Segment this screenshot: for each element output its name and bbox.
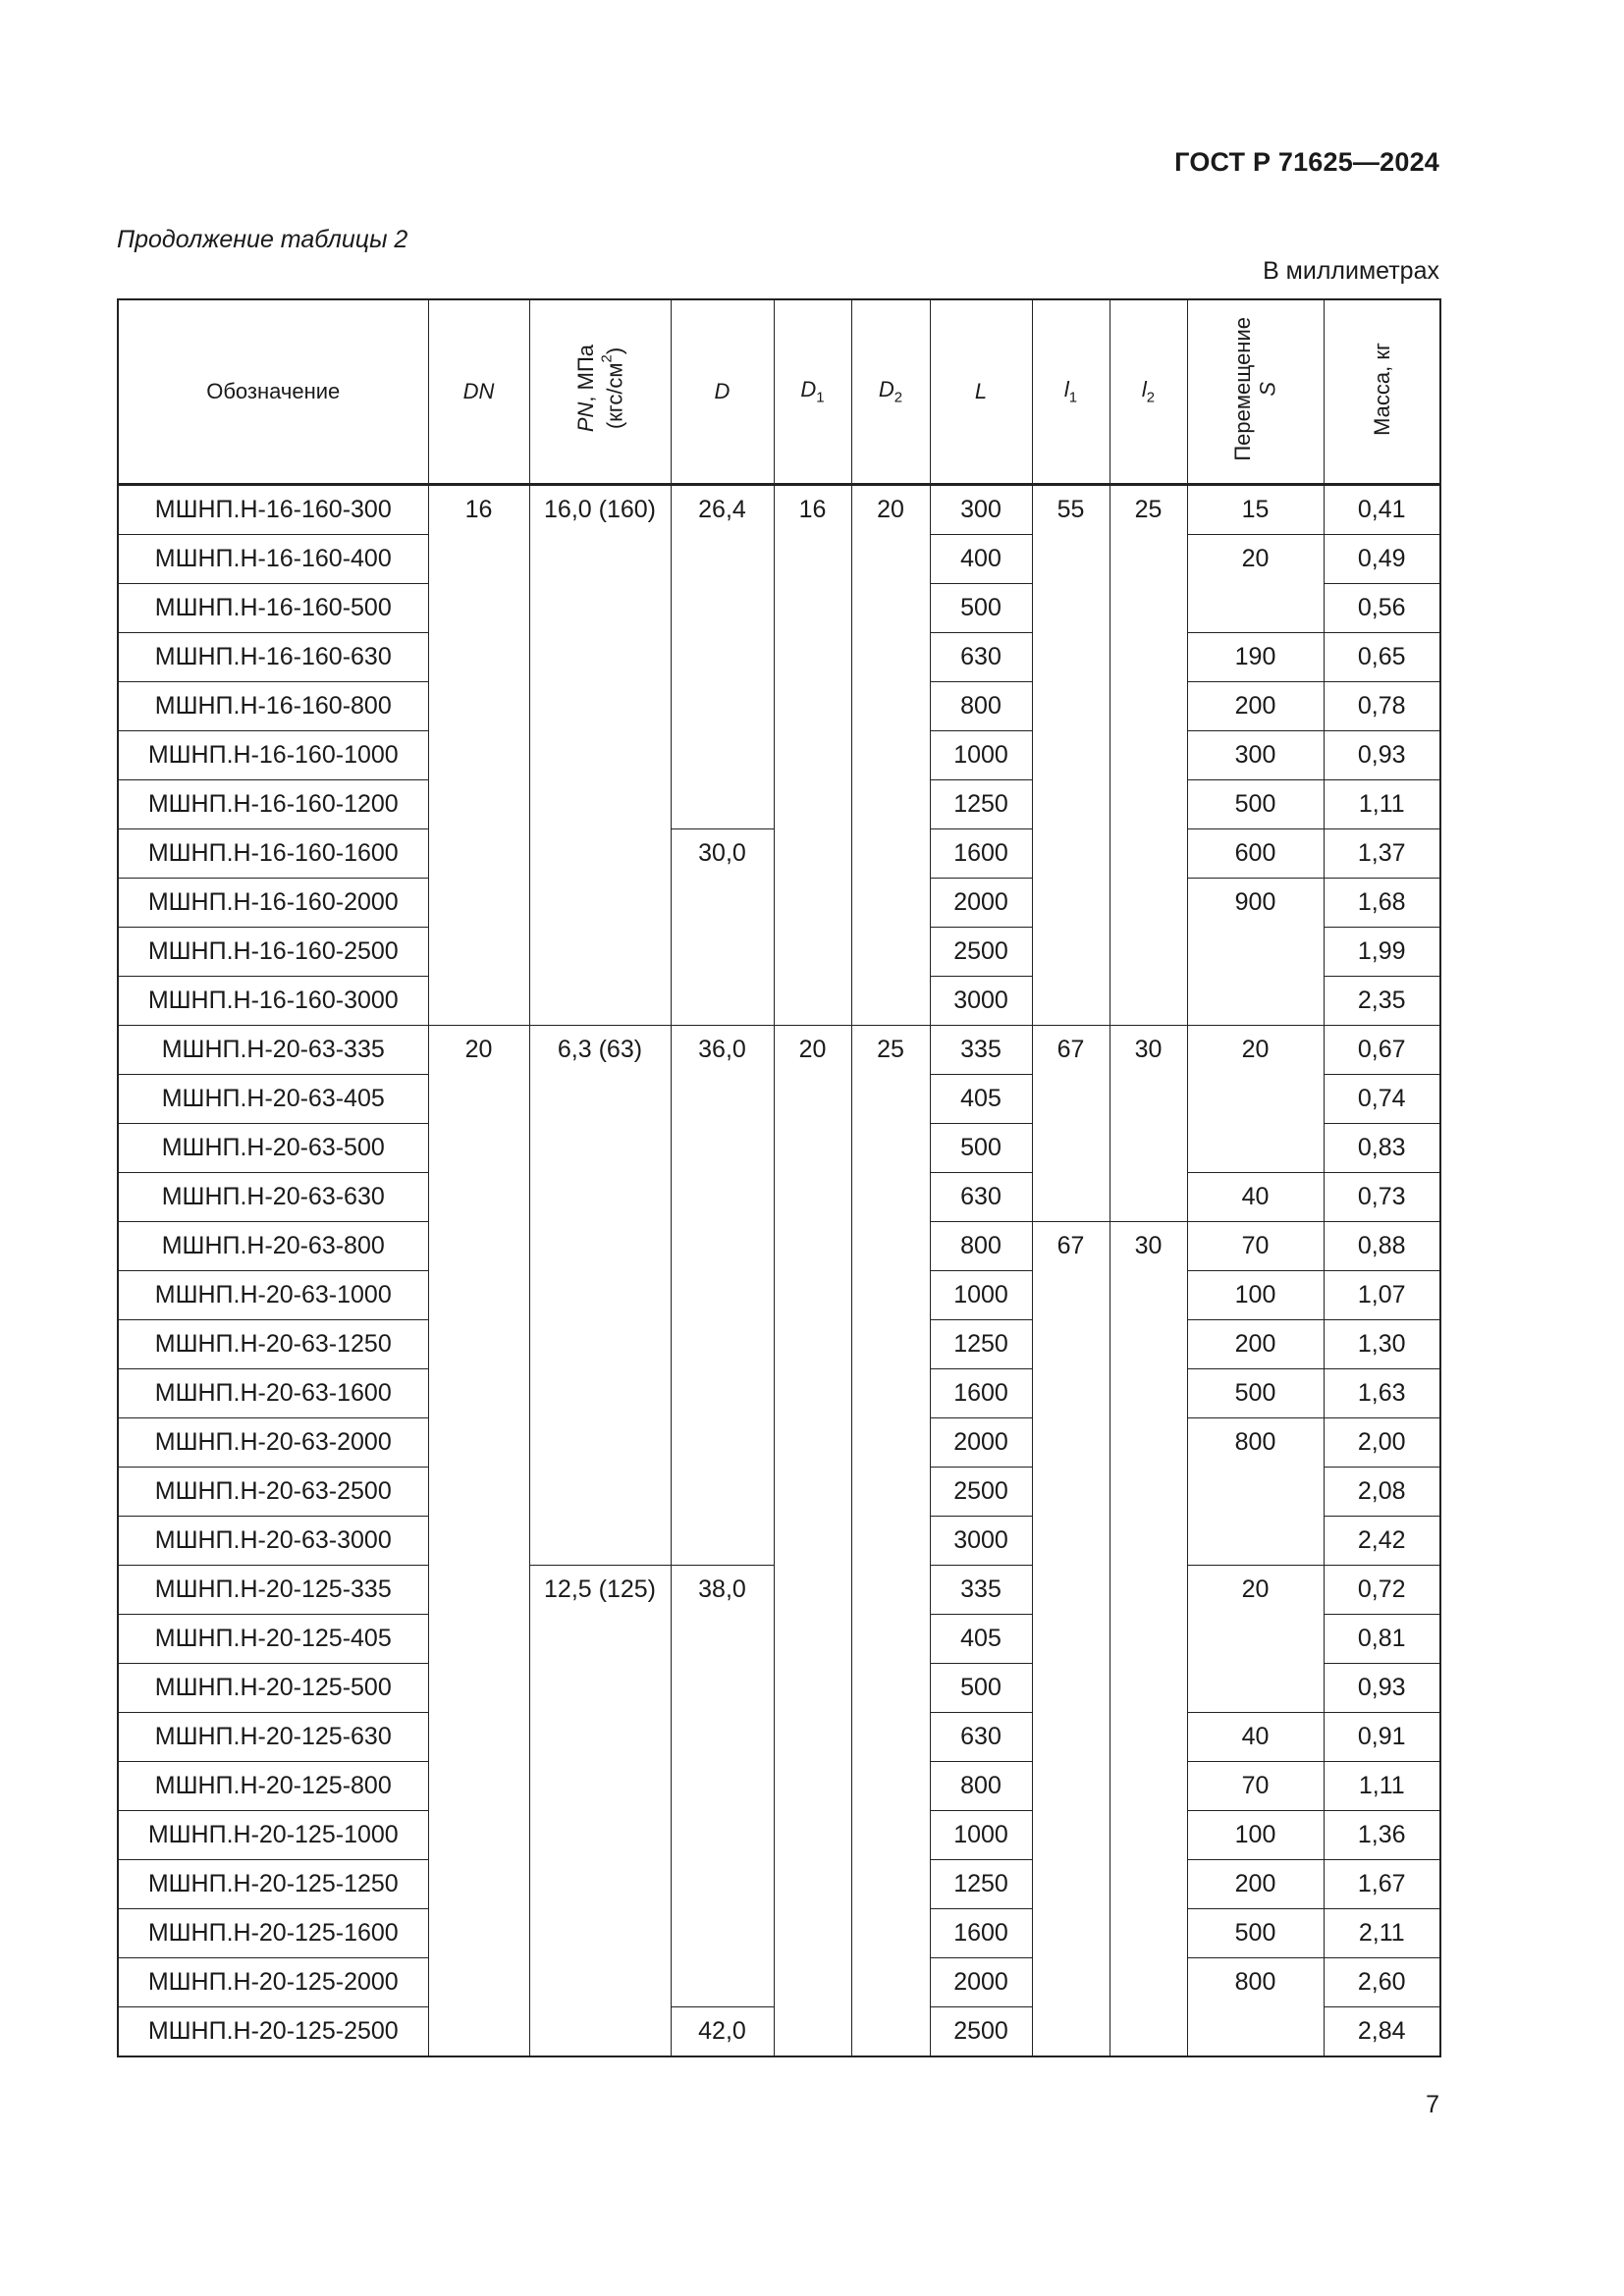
cell-S: 70 [1187, 1762, 1324, 1811]
cell-S: 500 [1187, 1909, 1324, 1958]
cell-L: 1250 [930, 1860, 1032, 1909]
cell-S: 15 [1187, 485, 1324, 535]
cell-l1: 55 [1032, 485, 1110, 1026]
cell-designation: МШНП.Н-16-160-630 [118, 633, 428, 682]
cell-d1: 16 [774, 485, 851, 1026]
cell-dn: 16 [428, 485, 529, 1026]
cell-L: 1000 [930, 1811, 1032, 1860]
cell-l2: 30 [1110, 1026, 1187, 1222]
header-l1 [1032, 299, 1110, 485]
cell-mass: 0,65 [1324, 633, 1440, 682]
cell-designation: МШНП.Н-20-63-2000 [118, 1418, 428, 1468]
cell-L: 500 [930, 1124, 1032, 1173]
cell-mass: 1,36 [1324, 1811, 1440, 1860]
header-l1-base: l [1063, 377, 1069, 402]
cell-L: 300 [930, 485, 1032, 535]
cell-mass: 0,72 [1324, 1566, 1440, 1615]
cell-designation: МШНП.Н-20-63-2500 [118, 1468, 428, 1517]
cell-d2: 25 [851, 1026, 930, 2057]
cell-l2: 25 [1110, 485, 1187, 1026]
cell-L: 2000 [930, 1958, 1032, 2007]
header-l2 [1110, 299, 1187, 485]
cell-mass: 2,84 [1324, 2007, 1440, 2057]
header-d: D [671, 299, 774, 485]
header-d2-sub: 2 [893, 389, 903, 406]
cell-designation: МШНП.Н-16-160-1200 [118, 780, 428, 829]
header-s-letter: S [1255, 381, 1280, 397]
cell-designation: МШНП.Н-16-160-1000 [118, 731, 428, 780]
page-number: 7 [1426, 2091, 1439, 2118]
cell-designation: МШНП.Н-20-125-2000 [118, 1958, 428, 2007]
cell-L: 2000 [930, 879, 1032, 928]
cell-L: 1250 [930, 1320, 1032, 1369]
cell-designation: МШНП.Н-16-160-2000 [118, 879, 428, 928]
cell-mass: 0,78 [1324, 682, 1440, 731]
cell-d: 42,0 [671, 2007, 774, 2057]
cell-mass: 0,81 [1324, 1615, 1440, 1664]
cell-L: 1000 [930, 1271, 1032, 1320]
cell-S: 800 [1187, 1418, 1324, 1566]
cell-L: 500 [930, 1664, 1032, 1713]
cell-L: 1250 [930, 780, 1032, 829]
header-l1-sub: 1 [1068, 389, 1078, 406]
cell-L: 2500 [930, 928, 1032, 977]
cell-designation: МШНП.Н-20-63-1000 [118, 1271, 428, 1320]
cell-pn: 12,5 (125) [529, 1566, 671, 2057]
header-l2-base: l [1141, 377, 1147, 402]
cell-L: 3000 [930, 977, 1032, 1026]
cell-L: 335 [930, 1566, 1032, 1615]
cell-L: 1000 [930, 731, 1032, 780]
cell-mass: 1,68 [1324, 879, 1440, 928]
cell-S: 20 [1187, 1026, 1324, 1173]
cell-S: 100 [1187, 1811, 1324, 1860]
cell-S: 40 [1187, 1713, 1324, 1762]
header-pn-sub-a: (кгс/см [602, 362, 627, 430]
cell-S: 100 [1187, 1271, 1324, 1320]
units-note: В миллиметрах [1263, 257, 1439, 285]
cell-S: 20 [1187, 535, 1324, 633]
cell-designation: МШНП.Н-20-125-1600 [118, 1909, 428, 1958]
cell-L: 800 [930, 1222, 1032, 1271]
cell-mass: 0,93 [1324, 1664, 1440, 1713]
cell-S: 900 [1187, 879, 1324, 1026]
cell-L: 500 [930, 584, 1032, 633]
document-code: ГОСТ Р 71625—2024 [1174, 147, 1439, 177]
cell-mass: 0,73 [1324, 1173, 1440, 1222]
header-pn-main: PN [572, 402, 598, 433]
header-dn: DN [428, 299, 529, 485]
cell-d: 38,0 [671, 1566, 774, 2007]
cell-designation: МШНП.Н-16-160-1600 [118, 829, 428, 879]
cell-mass: 2,60 [1324, 1958, 1440, 2007]
header-s [1187, 299, 1324, 485]
header-row [118, 299, 1440, 485]
header-pn [529, 299, 671, 485]
cell-mass: 1,07 [1324, 1271, 1440, 1320]
cell-mass: 1,67 [1324, 1860, 1440, 1909]
cell-S: 800 [1187, 1958, 1324, 2057]
cell-mass: 1,37 [1324, 829, 1440, 879]
cell-L: 405 [930, 1075, 1032, 1124]
cell-S: 300 [1187, 731, 1324, 780]
cell-l1: 67 [1032, 1222, 1110, 2057]
cell-S: 500 [1187, 780, 1324, 829]
cell-d1: 20 [774, 1026, 851, 2057]
header-l2-sub: 2 [1146, 389, 1156, 406]
header-d2-base: D [878, 377, 894, 402]
cell-L: 1600 [930, 1909, 1032, 1958]
cell-designation: МШНП.Н-16-160-2500 [118, 928, 428, 977]
table-row [118, 1026, 1440, 1075]
cell-L: 400 [930, 535, 1032, 584]
header-d1-sub: 1 [816, 389, 825, 406]
cell-d: 36,0 [671, 1026, 774, 1566]
cell-mass: 0,49 [1324, 535, 1440, 584]
cell-designation: МШНП.Н-20-125-500 [118, 1664, 428, 1713]
cell-pn: 6,3 (63) [529, 1026, 671, 1566]
header-designation: Обозначение [118, 299, 428, 485]
cell-L: 2000 [930, 1418, 1032, 1468]
cell-mass: 0,56 [1324, 584, 1440, 633]
cell-designation: МШНП.Н-20-125-335 [118, 1566, 428, 1615]
header-d2 [851, 299, 930, 485]
cell-L: 630 [930, 1173, 1032, 1222]
table-row [118, 485, 1440, 535]
cell-L: 2500 [930, 2007, 1032, 2057]
cell-mass: 2,08 [1324, 1468, 1440, 1517]
cell-designation: МШНП.Н-16-160-3000 [118, 977, 428, 1026]
cell-designation: МШНП.Н-20-125-405 [118, 1615, 428, 1664]
cell-S: 200 [1187, 1320, 1324, 1369]
cell-designation: МШНП.Н-16-160-400 [118, 535, 428, 584]
cell-L: 1600 [930, 829, 1032, 879]
header-mass-label: Масса, кг [1369, 342, 1394, 436]
header-d1-base: D [800, 377, 817, 402]
cell-S: 190 [1187, 633, 1324, 682]
spec-table [117, 298, 1441, 2057]
header-l: L [930, 299, 1032, 485]
cell-mass: 1,99 [1324, 928, 1440, 977]
cell-L: 3000 [930, 1517, 1032, 1566]
header-pn-sup: 2 [597, 354, 615, 363]
cell-L: 2500 [930, 1468, 1032, 1517]
cell-designation: МШНП.Н-16-160-500 [118, 584, 428, 633]
header-mass [1324, 299, 1440, 485]
cell-S: 70 [1187, 1222, 1324, 1271]
cell-mass: 0,74 [1324, 1075, 1440, 1124]
cell-mass: 0,41 [1324, 485, 1440, 535]
cell-designation: МШНП.Н-20-63-405 [118, 1075, 428, 1124]
cell-S: 500 [1187, 1369, 1324, 1418]
cell-L: 800 [930, 1762, 1032, 1811]
cell-designation: МШНП.Н-20-125-1000 [118, 1811, 428, 1860]
cell-L: 335 [930, 1026, 1032, 1075]
cell-mass: 1,63 [1324, 1369, 1440, 1418]
cell-L: 630 [930, 1713, 1032, 1762]
cell-L: 800 [930, 682, 1032, 731]
cell-L: 405 [930, 1615, 1032, 1664]
cell-mass: 2,35 [1324, 977, 1440, 1026]
cell-designation: МШНП.Н-20-63-800 [118, 1222, 428, 1271]
cell-mass: 2,00 [1324, 1418, 1440, 1468]
cell-designation: МШНП.Н-20-63-1250 [118, 1320, 428, 1369]
cell-designation: МШНП.Н-20-63-1600 [118, 1369, 428, 1418]
cell-S: 200 [1187, 682, 1324, 731]
cell-mass: 0,67 [1324, 1026, 1440, 1075]
cell-d: 26,4 [671, 485, 774, 829]
cell-pn: 16,0 (160) [529, 485, 671, 1026]
cell-designation: МШНП.Н-20-125-630 [118, 1713, 428, 1762]
header-pn-sub-b: ) [602, 347, 627, 355]
cell-d: 30,0 [671, 829, 774, 1026]
cell-designation: МШНП.Н-20-125-800 [118, 1762, 428, 1811]
cell-L: 1600 [930, 1369, 1032, 1418]
cell-designation: МШНП.Н-20-63-3000 [118, 1517, 428, 1566]
cell-S: 40 [1187, 1173, 1324, 1222]
cell-S: 20 [1187, 1566, 1324, 1713]
cell-designation: МШНП.Н-20-63-500 [118, 1124, 428, 1173]
cell-L: 630 [930, 633, 1032, 682]
table-body [118, 485, 1440, 2057]
cell-S: 200 [1187, 1860, 1324, 1909]
cell-designation: МШНП.Н-20-63-630 [118, 1173, 428, 1222]
header-d1 [774, 299, 851, 485]
cell-mass: 1,11 [1324, 780, 1440, 829]
cell-designation: МШНП.Н-20-63-335 [118, 1026, 428, 1075]
header-s-word: Перемещение [1230, 316, 1256, 461]
cell-mass: 0,91 [1324, 1713, 1440, 1762]
cell-S: 600 [1187, 829, 1324, 879]
cell-designation: МШНП.Н-20-125-2500 [118, 2007, 428, 2057]
cell-designation: МШНП.Н-16-160-800 [118, 682, 428, 731]
header-pn-unit: , МПа [572, 345, 598, 403]
cell-designation: МШНП.Н-16-160-300 [118, 485, 428, 535]
cell-mass: 1,30 [1324, 1320, 1440, 1369]
cell-mass: 1,11 [1324, 1762, 1440, 1811]
cell-l1: 67 [1032, 1026, 1110, 1222]
cell-d2: 20 [851, 485, 930, 1026]
cell-designation: МШНП.Н-20-125-1250 [118, 1860, 428, 1909]
cell-l2: 30 [1110, 1222, 1187, 2057]
table-caption: Продолжение таблицы 2 [117, 226, 408, 253]
cell-mass: 2,11 [1324, 1909, 1440, 1958]
cell-mass: 0,88 [1324, 1222, 1440, 1271]
cell-dn: 20 [428, 1026, 529, 2057]
cell-mass: 0,93 [1324, 731, 1440, 780]
cell-mass: 0,83 [1324, 1124, 1440, 1173]
cell-mass: 2,42 [1324, 1517, 1440, 1566]
